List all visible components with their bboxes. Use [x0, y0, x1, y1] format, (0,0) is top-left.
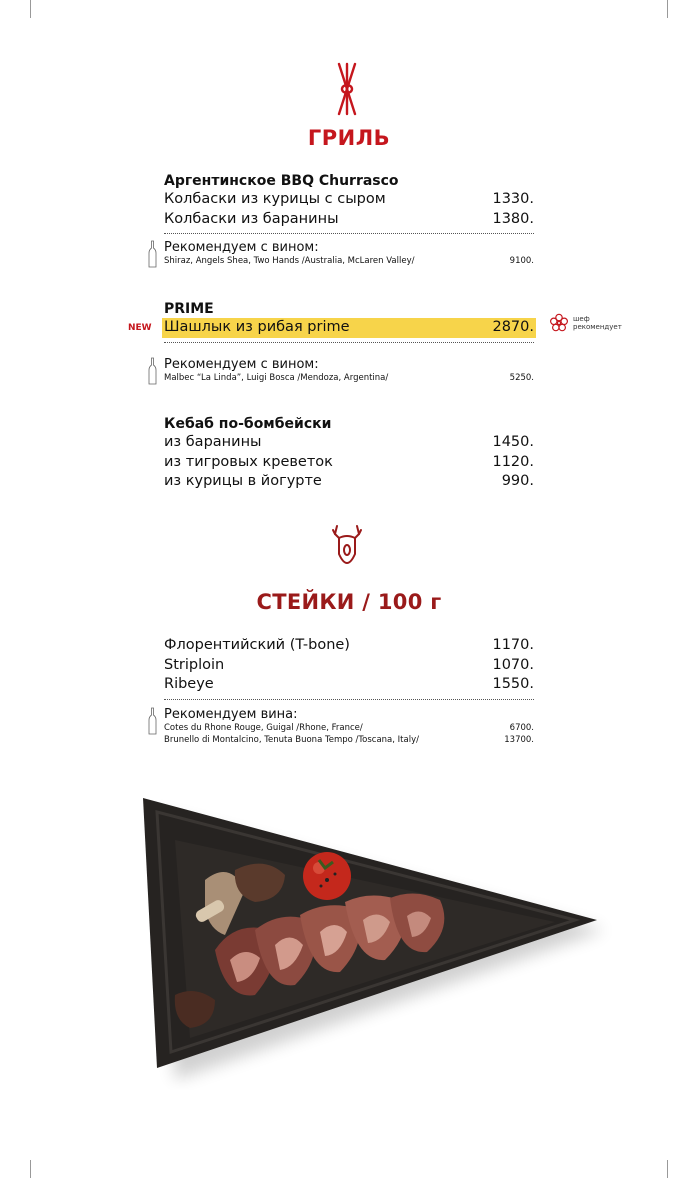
menu-item [164, 210, 534, 230]
wine-name: Shiraz, Angels Shea, Two Hands /Australia, McLaren Valley/ [164, 256, 415, 266]
menu-item [164, 433, 534, 453]
item-name: Флорентийский (T-bone) [164, 637, 350, 653]
menu-item [164, 656, 534, 676]
chef-recommends [549, 313, 622, 333]
wine-recommendation [148, 357, 534, 384]
wine-recommendation [148, 240, 534, 267]
menu-group-prime [164, 300, 534, 343]
item-name: Колбаски из курицы с сыром [164, 191, 386, 207]
skewers-icon [331, 62, 363, 116]
item-name: Колбаски из баранины [164, 210, 339, 227]
bottle-icon [148, 357, 157, 385]
wine-item [164, 372, 534, 384]
wine-price: 9100. [509, 256, 534, 266]
menu-item-highlighted [162, 318, 536, 338]
item-price: 1550. [492, 676, 534, 692]
menu-group-churrasco [164, 172, 534, 234]
chef-note-line: шеф [573, 315, 590, 323]
item-price: 2870. [492, 319, 534, 335]
item-name: Шашлык из рибая prime [164, 319, 350, 335]
wine-name: Malbec “La Linda”, Luigi Bosca /Mendoza, Argentina/ [164, 373, 389, 383]
dotted-divider [164, 233, 534, 234]
menu-item [164, 472, 534, 492]
item-price: 1070. [492, 656, 534, 673]
item-price: 1450. [492, 434, 534, 450]
steaks-title: СТЕЙКИ / 100 г [256, 590, 442, 614]
wine-label: Рекомендуем с вином: [164, 357, 319, 372]
new-badge: NEW [128, 323, 152, 333]
menu-item [164, 636, 534, 656]
deer-head-icon [329, 524, 365, 576]
wine-item [164, 255, 534, 267]
crop-mark [667, 0, 668, 18]
item-price: 1120. [492, 453, 534, 470]
menu-group-kebab [164, 415, 534, 492]
bottle-icon [148, 707, 157, 735]
wine-name: Cotes du Rhone Rouge, Guigal /Rhone, France/ [164, 723, 363, 733]
menu-item [164, 675, 534, 695]
item-name: из курицы в йогурте [164, 473, 322, 489]
bottle-icon [148, 240, 157, 268]
crop-mark [30, 1160, 31, 1178]
dotted-divider [164, 342, 534, 343]
group-heading: Кебаб по-бомбейски [164, 416, 332, 432]
menu-item [164, 190, 534, 210]
item-price: 1380. [492, 210, 534, 227]
wine-item [164, 734, 534, 746]
crop-mark [30, 0, 31, 18]
wine-item [164, 722, 534, 734]
item-name: Striploin [164, 656, 225, 673]
wine-price: 13700. [504, 735, 534, 745]
wine-name: Brunello di Montalcino, Tenuta Buona Tempo /Toscana, Italy/ [164, 735, 419, 745]
wine-price: 5250. [509, 373, 534, 383]
wine-recommendation [148, 707, 534, 746]
group-heading: PRIME [164, 301, 214, 317]
wine-price: 6700. [509, 723, 534, 733]
menu-group-steaks [164, 636, 534, 700]
grill-title: ГРИЛЬ [307, 126, 391, 150]
item-name: из баранины [164, 434, 262, 450]
group-heading: Аргентинское BBQ Churrasco [164, 173, 399, 189]
chef-note [573, 315, 622, 331]
item-price: 1170. [492, 637, 534, 653]
steak-plate-photo [135, 790, 625, 1090]
crop-mark [667, 1160, 668, 1178]
item-price: 1330. [492, 191, 534, 207]
item-price: 990. [501, 473, 534, 489]
chef-flower-icon [549, 313, 569, 333]
dotted-divider [164, 699, 534, 700]
wine-label: Рекомендуем с вином: [164, 240, 319, 255]
item-name: Ribeye [164, 676, 214, 692]
wine-label: Рекомендуем вина: [164, 707, 298, 722]
item-name: из тигровых креветок [164, 453, 333, 470]
chef-note-line: рекомендует [573, 323, 622, 331]
menu-item [164, 453, 534, 473]
